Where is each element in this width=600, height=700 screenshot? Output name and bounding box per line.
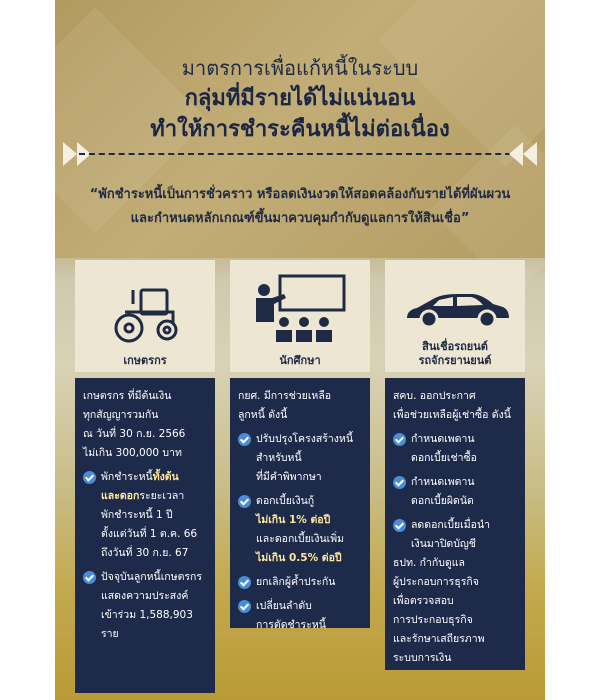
card-body bbox=[385, 378, 525, 670]
list-item bbox=[238, 430, 362, 487]
car-icon bbox=[385, 288, 525, 332]
highlight-text: ไม่เกิน 1% ต่อปี bbox=[256, 514, 331, 526]
card-auto-loan bbox=[385, 260, 525, 664]
card-header bbox=[75, 260, 215, 372]
card-header bbox=[385, 260, 525, 372]
divider bbox=[79, 153, 521, 155]
card-title-line-2: รถจักรยานยนต์ bbox=[418, 354, 492, 367]
body-line: และรักษาเสถียรภาพ bbox=[393, 633, 485, 645]
card-header bbox=[230, 260, 370, 372]
list-item bbox=[238, 492, 362, 568]
headline-line-1: กลุ่มที่มีรายได้ไม่แน่นอน bbox=[184, 86, 416, 111]
body-line: พักชำระหนี้ 1 ปี bbox=[101, 509, 173, 521]
body-line: ลดดอกเบี้ยเมื่อนำ bbox=[411, 519, 491, 531]
body-line: เกษตรกร ที่มีต้นเงิน bbox=[83, 390, 172, 402]
body-text: พักชำระหนี้ bbox=[101, 471, 153, 483]
highlight-text: ไม่เกิน 0.5% ต่อปี bbox=[256, 552, 342, 564]
highlight-text: และดอก bbox=[101, 490, 140, 502]
list-item bbox=[238, 597, 362, 635]
page-title: มาตรการเพื่อแก้หนี้ในระบบ bbox=[181, 56, 419, 80]
body-line: สำหรับหนี้ bbox=[256, 452, 302, 464]
headline-line-2: ทำให้การชำระคืนหนี้ไม่ต่อเนื่อง bbox=[150, 117, 450, 142]
body-line: การตัดชำระหนี้ bbox=[256, 619, 326, 631]
highlight-text: ทั้งต้น bbox=[152, 471, 179, 483]
tractor-icon bbox=[75, 282, 215, 344]
body-line: เข้าร่วม 1,588,903 ราย bbox=[101, 609, 193, 640]
quote-line-1: “พักชำระหนี้เป็นการชั่วคราว หรือลดเงินงวดให้สอดคล้องกับรายได้ที่ผันผวน bbox=[89, 187, 511, 202]
check-circle-icon bbox=[393, 476, 406, 489]
body-line: กยศ. มีการช่วยเหลือ bbox=[238, 390, 332, 402]
body-line: เปลี่ยนลำดับ bbox=[256, 600, 312, 612]
body-line: ไม่เกิน 300,000 บาท bbox=[83, 447, 182, 459]
check-circle-icon bbox=[83, 571, 96, 584]
body-line: ที่มีคำพิพากษา bbox=[256, 471, 322, 483]
body-line: ทุกสัญญารวมกัน bbox=[83, 409, 159, 421]
body-line: ดอกเบี้ยผิดนัด bbox=[411, 495, 474, 507]
teacher-students-icon bbox=[230, 272, 370, 346]
body-line: กำหนดเพดาน bbox=[411, 433, 475, 445]
body-line: ถึงวันที่ 30 ก.ย. 67 bbox=[101, 547, 189, 559]
body-line: ผู้ประกอบการธุรกิจ bbox=[393, 576, 479, 588]
body-line: ธปท. กำกับดูแล bbox=[393, 557, 465, 569]
card-title bbox=[385, 340, 525, 368]
check-circle-icon bbox=[238, 495, 251, 508]
chevron-left-icon bbox=[499, 140, 539, 168]
body-line: ลูกหนี้ ดังนี้ bbox=[238, 409, 288, 421]
card-farmer bbox=[75, 260, 215, 640]
body-line: สคบ. ออกประกาศ bbox=[393, 390, 476, 402]
body-text: ระยะเวลา bbox=[139, 490, 185, 502]
list-item bbox=[83, 568, 207, 644]
infographic bbox=[55, 0, 545, 700]
card-body bbox=[230, 378, 370, 631]
body-line: กำหนดเพดาน bbox=[411, 476, 475, 488]
check-circle-icon bbox=[393, 519, 406, 532]
list-item bbox=[393, 516, 517, 554]
card-title: เกษตรกร bbox=[123, 354, 167, 367]
body-line: ตั้งแต่วันที่ 1 ต.ค. 66 bbox=[101, 528, 198, 540]
list-item bbox=[393, 473, 517, 511]
check-circle-icon bbox=[238, 600, 251, 613]
body-line: แสดงความประสงค์ bbox=[101, 590, 189, 602]
quote-line-2: และกำหนดหลักเกณฑ์ขึ้นมาควบคุมกำกับดูแลการให้สินเชื่อ” bbox=[130, 211, 470, 226]
body-line: ดอกเบี้ยเงินกู้ bbox=[256, 495, 315, 507]
body-line: ดอกเบี้ยเช่าซื้อ bbox=[411, 452, 477, 464]
check-circle-icon bbox=[238, 576, 251, 589]
page-headline bbox=[55, 83, 545, 145]
body-line: เงินมาปิดบัญชี bbox=[411, 538, 476, 550]
check-circle-icon bbox=[238, 433, 251, 446]
body-line: และดอกเบี้ยเงินเพิ่ม bbox=[256, 533, 345, 545]
check-circle-icon bbox=[83, 471, 96, 484]
header-panel bbox=[55, 0, 545, 258]
body-line: ระบบการเงิน bbox=[393, 652, 452, 664]
list-item bbox=[238, 573, 362, 592]
check-circle-icon bbox=[393, 433, 406, 446]
card-student bbox=[230, 260, 370, 631]
card-title-line-1: สินเชื่อรถยนต์ bbox=[422, 340, 488, 353]
card-title: นักศึกษา bbox=[279, 354, 321, 367]
body-line: เพื่อตรวจสอบ bbox=[393, 595, 454, 607]
card-body bbox=[75, 378, 215, 693]
body-line: การประกอบธุรกิจ bbox=[393, 614, 473, 626]
body-line: ยกเลิกผู้ค้ำประกัน bbox=[256, 576, 336, 588]
body-line: ณ วันที่ 30 ก.ย. 2566 bbox=[83, 428, 186, 440]
list-item bbox=[393, 430, 517, 468]
body-line: เพื่อช่วยเหลือผู้เช่าซื้อ ดังนี้ bbox=[393, 409, 511, 421]
quote bbox=[65, 183, 535, 231]
body-line: ปัจจุบันลูกหนี้เกษตรกร bbox=[101, 571, 203, 583]
body-line: ปรับปรุงโครงสร้างหนี้ bbox=[256, 433, 354, 445]
list-item bbox=[83, 468, 207, 563]
